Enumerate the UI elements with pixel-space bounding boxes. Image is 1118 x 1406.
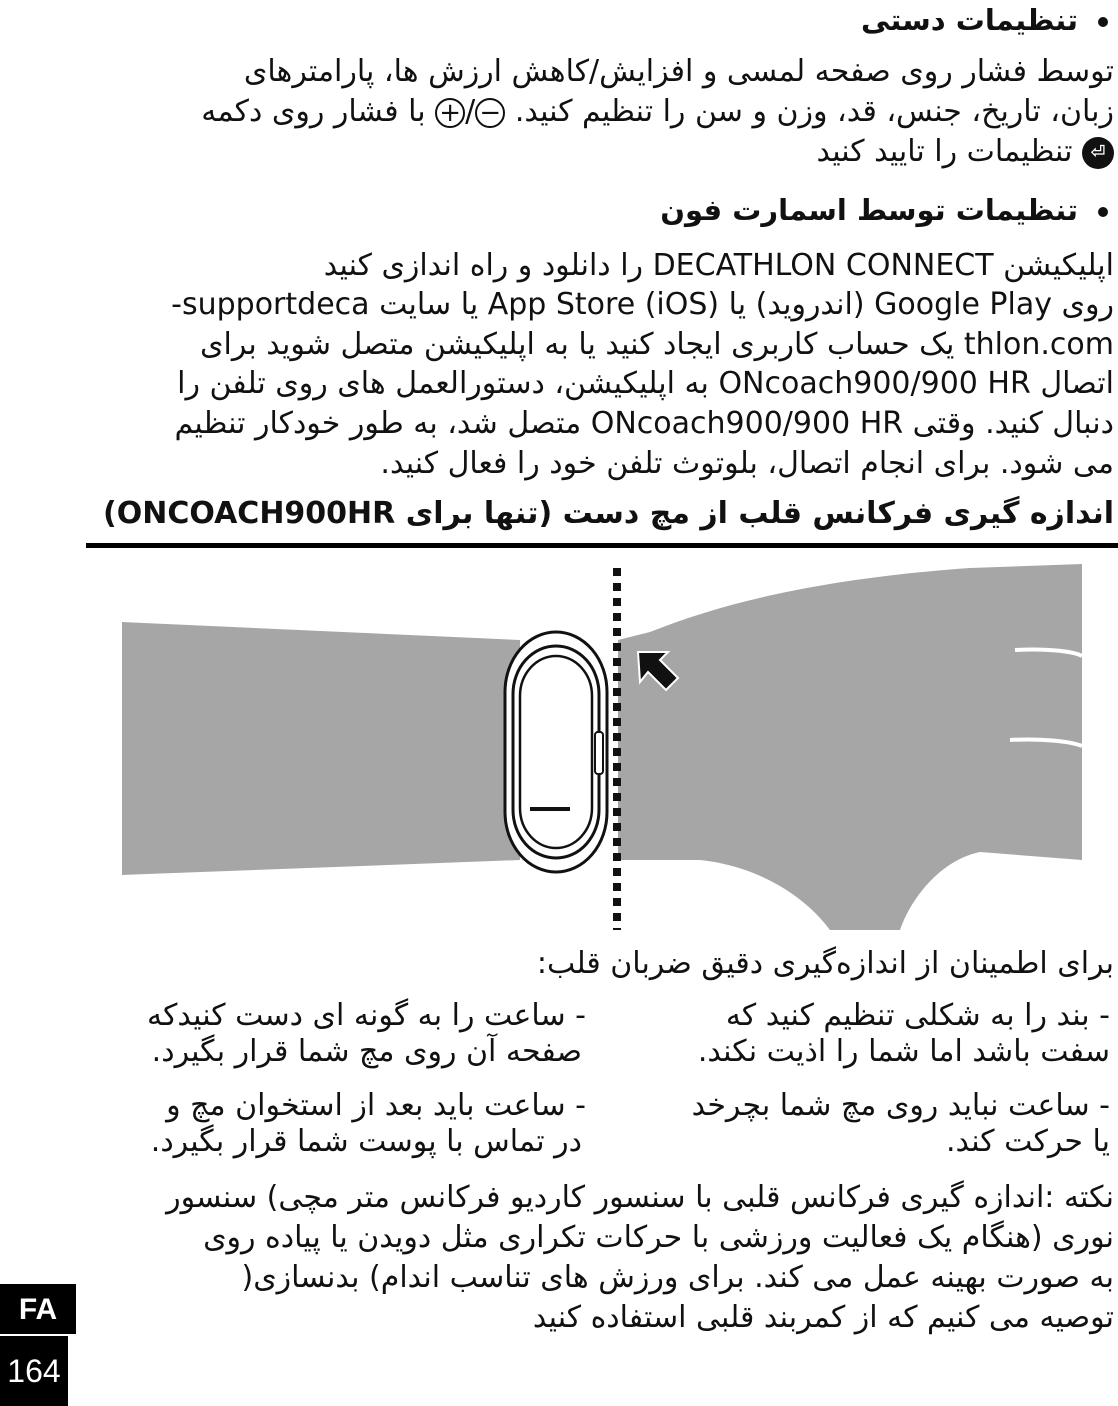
manual-settings-line-2 [201,92,1114,132]
bullet-icon [1098,207,1108,217]
note-line: توصیه می کنیم که از کمربند قلبی استفاده کنید [532,1300,1114,1335]
manual-settings-heading: تنظیمات دستی [861,0,1108,40]
section-divider [86,543,1118,548]
smartphone-line: اتصال ONcoach900/900 HR به اپلیکیشن، دستورالعمل های روی تلفن را [177,366,1114,401]
page-number: 164 [0,1336,68,1406]
hand-shape [618,564,1082,930]
manual-settings-line-2-end: با فشار روی دکمه [201,94,426,129]
watch-side-button [595,732,603,774]
smartphone-settings-heading: تنظیمات توسط اسمارت فون [660,190,1108,230]
confirm-button-icon: ⏎ [1082,137,1114,169]
tip-line: - ساعت باید بعد از استخوان مچ و [166,1088,586,1123]
note-line: نکته :اندازه گیری فرکانس قلبی با سنسور کاردیو فرکانس متر مچی) سنسور [166,1180,1114,1215]
tip-line: سفت باشد اما شما را اذیت نکند. [697,1034,1110,1069]
tip-line: - بند را به شکلی تنظیم کنید که [725,998,1110,1033]
manual-settings-line-3-text: تنظیمات را تایید کنید [816,134,1073,169]
tip-line: - ساعت را به گونه ای دست کنیدکه [147,998,586,1033]
heart-rate-section-title: اندازه گیری فرکانس قلب از مچ دست (تنها برای ONCOACH900HR) [103,496,1114,531]
note-line: نوری (هنگام یک فعالیت ورزشی با حرکات تکراری مثل دویدن یا پیاده روی [203,1220,1114,1255]
watch-screen [520,656,592,848]
manual-settings-line-1: توسط فشار روی صفحه لمسی و افزایش/کاهش ارزش ها، پارامترهای [243,54,1114,89]
forearm-shape [122,622,520,875]
bullet-icon [1098,17,1108,27]
smartphone-line: روی Google Play (اندروید) یا App Store (iOS) یا سایت supportdeca- [171,287,1114,322]
manual-settings-line-2-text: زبان، تاریخ، جنس، قد، وزن و سن را تنظیم کنید. [514,94,1114,129]
manual-settings-line-3 [816,132,1114,172]
tip-line: یا حرکت کند. [945,1124,1110,1159]
language-badge: FA [0,1284,76,1334]
minus-button-icon: − [475,98,505,128]
smartphone-line: دنبال کنید. وقتی ONcoach900/900 HR متصل شد، به طور خودکار تنظیم [174,406,1114,441]
note-line: به صورت بهینه عمل می کند. برای ورزش های تناسب اندام) بدنسازی( [241,1260,1114,1295]
smartphone-line: thlon.com یک حساب کاربری ایجاد کنید یا به اپلیکیشن متصل شوید برای [200,327,1114,362]
slash-text: / [465,94,476,129]
smartphone-line: اپلیکیشن DECATHLON CONNECT را دانلود و راه اندازی کنید [323,248,1114,283]
tip-line: - ساعت نباید روی مچ شما بچرخد [691,1088,1110,1123]
accuracy-intro: برای اطمینان از اندازه‌گیری دقیق ضربان قلب: [536,946,1114,981]
plus-button-icon: + [435,98,465,128]
tip-line: صفحه آن روی مچ شما قرار بگیرد. [151,1034,582,1069]
wrist-watch-illustration [110,560,1100,940]
tip-line: در تماس با پوست شما قرار بگیرد. [150,1124,582,1159]
smartphone-line: می شود. برای انجام اتصال، بلوتوث تلفن خود را فعال کنید. [380,446,1114,481]
